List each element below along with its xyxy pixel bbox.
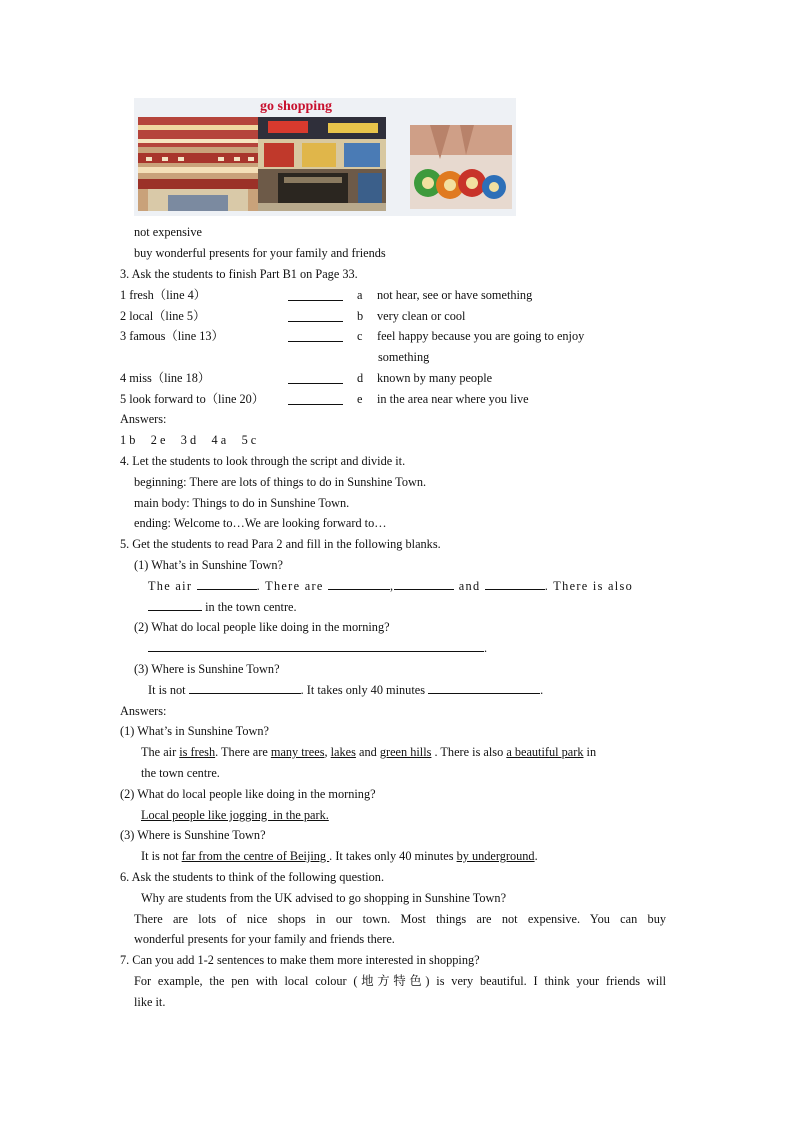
q3-blank-location[interactable] bbox=[189, 682, 301, 694]
a3-text-1: It is not bbox=[141, 849, 182, 863]
souvenir-keychains-photo bbox=[410, 125, 512, 209]
a3-answer-location: far from the centre of Beijing bbox=[181, 849, 330, 863]
step4-heading: 4. Let the students to look through the script and divide it. bbox=[120, 454, 406, 468]
step5-q3-line: It is not . It takes only 40 minutes . bbox=[148, 683, 544, 697]
match-blank-2[interactable] bbox=[288, 310, 343, 322]
q1-text-air: The air bbox=[148, 579, 193, 593]
q1-text-there-is-also: . There is also bbox=[544, 579, 634, 593]
step4-beginning: beginning: There are lots of things to do in Sunshine Town. bbox=[134, 475, 427, 489]
a3-text-3: . bbox=[534, 849, 538, 863]
a3-text-2: . It takes only 40 minutes bbox=[329, 849, 457, 863]
q1-text-town-centre: in the town centre. bbox=[205, 600, 297, 614]
step5-q1: (1) What’s in Sunshine Town? bbox=[134, 558, 283, 572]
match-meaning-b: very clean or cool bbox=[377, 309, 466, 323]
step6-answer-line2: wonderful presents for your family and friends there. bbox=[134, 932, 395, 946]
a1-answer-trees: many trees bbox=[270, 745, 325, 759]
step5-a3-answer bbox=[141, 848, 538, 864]
a3-answer-transport: by underground bbox=[456, 849, 535, 863]
mall-atrium-photo bbox=[138, 117, 258, 211]
match-letter-e: e bbox=[357, 392, 363, 406]
q2-blank[interactable] bbox=[148, 640, 484, 652]
match-blank-5[interactable] bbox=[288, 393, 343, 405]
match-blank-3[interactable] bbox=[288, 330, 343, 342]
supermarket-photo bbox=[258, 117, 386, 211]
step5-heading: 5. Get the students to read Para 2 and fill in the following blanks. bbox=[120, 537, 441, 551]
q3-blank-transport[interactable] bbox=[428, 682, 540, 694]
a1-text-5: . There is also bbox=[431, 745, 507, 759]
q1-blank-hills[interactable] bbox=[485, 578, 545, 590]
q1-blank-lakes[interactable] bbox=[394, 578, 454, 590]
a1-answer-hills: green hills bbox=[379, 745, 432, 759]
a1-answer-park: a beautiful park bbox=[506, 745, 584, 759]
match-meaning-e: in the area near where you live bbox=[377, 392, 529, 406]
a1-text-2: . There are bbox=[215, 745, 271, 759]
step5-a2-question: (2) What do local people like doing in the morning? bbox=[120, 787, 376, 801]
step5-q2-answer-line: . bbox=[148, 640, 487, 656]
match-blank-4[interactable] bbox=[288, 372, 343, 384]
step5-a2-answer: Local people like jogging in the park. bbox=[141, 808, 329, 822]
step5-answers-label: Answers: bbox=[120, 704, 167, 718]
a1-text-3: , bbox=[324, 745, 331, 759]
match-blank-1[interactable] bbox=[288, 289, 343, 301]
step6-answer-line1: There are lots of nice shops in our town. Most things are not expensive. You can buy bbox=[134, 912, 666, 926]
banner-title: go shopping bbox=[260, 99, 332, 114]
step5-a1-question: (1) What’s in Sunshine Town? bbox=[120, 724, 269, 738]
step5-a3-question: (3) Where is Sunshine Town? bbox=[120, 828, 266, 842]
match-meaning-c: feel happy because you are going to enjoy bbox=[377, 329, 585, 343]
match-letter-d: d bbox=[357, 371, 364, 385]
step5-q2: (2) What do local people like doing in the morning? bbox=[134, 620, 390, 634]
a1-text-1: The air bbox=[141, 745, 180, 759]
a1-text-4: and bbox=[355, 745, 380, 759]
intro-line-2: buy wonderful presents for your family and friends bbox=[134, 246, 386, 260]
step5-q3: (3) Where is Sunshine Town? bbox=[134, 662, 280, 676]
step5-a1-line1 bbox=[141, 744, 596, 760]
match-meaning-d: known by many people bbox=[377, 371, 493, 385]
step7-line1: For example, the pen with local colour (地方特色) is very beautiful. I think your friends will bbox=[134, 974, 666, 988]
intro-line-1: not expensive bbox=[134, 225, 202, 239]
match-word-3: 3 famous（line 13） bbox=[120, 329, 224, 343]
match-letter-b: b bbox=[357, 309, 364, 323]
match-meaning-a: not hear, see or have something bbox=[377, 288, 533, 302]
q1-text-there-are: . There are bbox=[256, 579, 324, 593]
a1-text-6: in bbox=[583, 745, 597, 759]
match-word-4: 4 miss（line 18） bbox=[120, 371, 211, 385]
q3-text-it-is-not: It is not bbox=[148, 683, 186, 697]
a1-answer-lakes: lakes bbox=[330, 745, 356, 759]
step5-q1-line1: The air . There are , and . There is also bbox=[148, 579, 634, 593]
match-letter-a: a bbox=[357, 288, 363, 302]
match-word-2: 2 local（line 5） bbox=[120, 309, 206, 323]
step7-heading: 7. Can you add 1-2 sentences to make them more interested in shopping? bbox=[120, 953, 480, 967]
match-word-1: 1 fresh（line 4） bbox=[120, 288, 207, 302]
step5-q1-line2 bbox=[148, 599, 297, 615]
step3-heading: 3. Ask the students to finish Part B1 on Page 33. bbox=[120, 267, 358, 281]
q1-blank-park[interactable] bbox=[148, 599, 202, 611]
step6-question: Why are students from the UK advised to go shopping in Sunshine Town? bbox=[141, 891, 507, 905]
step5-a1-line2: the town centre. bbox=[141, 766, 220, 780]
match-word-5: 5 look forward to（line 20） bbox=[120, 392, 265, 406]
q1-blank-trees[interactable] bbox=[328, 578, 390, 590]
match-meaning-c-cont: something bbox=[378, 350, 430, 364]
q3-text-it-takes: . It takes only 40 minutes bbox=[300, 683, 425, 697]
match-letter-c: c bbox=[357, 329, 363, 343]
step4-ending: ending: Welcome to…We are looking forward to… bbox=[134, 516, 387, 530]
step6-heading: 6. Ask the students to think of the following question. bbox=[120, 870, 385, 884]
step3-answers-label: Answers: bbox=[120, 412, 167, 426]
step7-line2: like it. bbox=[134, 995, 166, 1009]
a1-answer-fresh: is fresh bbox=[179, 745, 216, 759]
go-shopping-banner bbox=[134, 98, 516, 216]
step3-answers: 1 b 2 e 3 d 4 a 5 c bbox=[120, 433, 257, 447]
step4-main-body: main body: Things to do in Sunshine Town. bbox=[134, 496, 350, 510]
q1-text-and: and bbox=[458, 579, 481, 593]
q1-blank-air[interactable] bbox=[197, 578, 257, 590]
